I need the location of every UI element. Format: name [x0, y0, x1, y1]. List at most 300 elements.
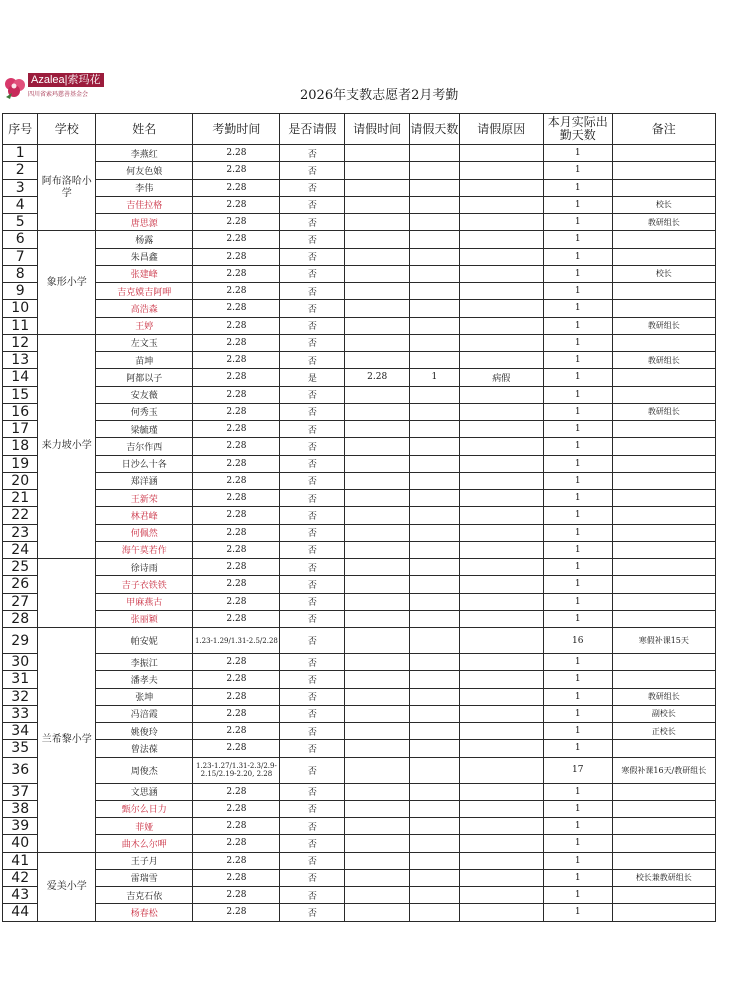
leave-time-cell: [345, 300, 410, 317]
teacher-name-cell: 何佩然: [96, 524, 193, 541]
on-leave-cell: 否: [280, 757, 345, 783]
row-number-cell: 20: [3, 472, 38, 489]
leave-time-cell: [345, 800, 410, 817]
table-row: [3, 904, 716, 921]
leave-reason-cell: [459, 421, 543, 438]
attendance-date-cell: 2.28: [193, 671, 280, 688]
teacher-name-cell: 吉子衣铁铁: [96, 576, 193, 593]
leave-reason-cell: [459, 887, 543, 904]
table-row: [3, 835, 716, 852]
table-row: [3, 576, 716, 593]
attendance-date-cell: 1.23-1.27/1.31-2.3/2.9-2.15/2.19-2.20, 2.28: [193, 757, 280, 783]
actual-days-cell: 1: [543, 490, 612, 507]
row-number-cell: 35: [3, 740, 38, 757]
table-row: [3, 783, 716, 800]
leave-reason-cell: 病假: [459, 369, 543, 386]
teacher-name-cell: 王新荣: [96, 490, 193, 507]
on-leave-cell: 否: [280, 386, 345, 403]
on-leave-cell: 否: [280, 723, 345, 740]
on-leave-cell: 否: [280, 421, 345, 438]
remarks-cell: [612, 179, 715, 196]
leave-reason-cell: [459, 386, 543, 403]
attendance-date-cell: 2.28: [193, 524, 280, 541]
leave-reason-cell: [459, 576, 543, 593]
actual-days-cell: 1: [543, 654, 612, 671]
leave-reason-cell: [459, 231, 543, 248]
table-row: [3, 818, 716, 835]
leave-reason-cell: [459, 559, 543, 576]
teacher-name-cell: 朱昌鑫: [96, 248, 193, 265]
attendance-date-cell: 2.28: [193, 593, 280, 610]
leave-reason-cell: [459, 490, 543, 507]
leave-reason-cell: [459, 800, 543, 817]
actual-days-cell: 1: [543, 671, 612, 688]
actual-days-cell: 1: [543, 421, 612, 438]
table-row: [3, 593, 716, 610]
row-number-cell: 10: [3, 300, 38, 317]
leave-reason-cell: [459, 783, 543, 800]
leave-reason-cell: [459, 818, 543, 835]
attendance-date-cell: 2.28: [193, 723, 280, 740]
actual-days-cell: 1: [543, 386, 612, 403]
on-leave-cell: 否: [280, 800, 345, 817]
teacher-name-cell: 安友薇: [96, 386, 193, 403]
row-number-cell: 2: [3, 162, 38, 179]
attendance-date-cell: 2.28: [193, 438, 280, 455]
table-row: [3, 196, 716, 213]
table-row: [3, 541, 716, 558]
leave-days-cell: [410, 818, 460, 835]
teacher-name-cell: 杨春松: [96, 904, 193, 921]
leave-reason-cell: [459, 852, 543, 869]
teacher-name-cell: 李燕红: [96, 145, 193, 162]
table-row: [3, 145, 716, 162]
remarks-cell: [612, 283, 715, 300]
on-leave-cell: 否: [280, 671, 345, 688]
actual-days-cell: 1: [543, 265, 612, 282]
on-leave-cell: 否: [280, 352, 345, 369]
actual-days-cell: 1: [543, 705, 612, 722]
school-cell: 兰希黎小学: [38, 628, 96, 853]
leave-days-cell: [410, 541, 460, 558]
on-leave-cell: 否: [280, 196, 345, 213]
table-row: [3, 403, 716, 420]
leave-days-cell: [410, 334, 460, 351]
leave-days-cell: [410, 214, 460, 231]
leave-time-cell: [345, 248, 410, 265]
row-number-cell: 26: [3, 576, 38, 593]
on-leave-cell: 是: [280, 369, 345, 386]
leave-reason-cell: [459, 524, 543, 541]
leave-time-cell: [345, 317, 410, 334]
row-number-cell: 43: [3, 887, 38, 904]
on-leave-cell: 否: [280, 490, 345, 507]
remarks-cell: [612, 369, 715, 386]
row-number-cell: 25: [3, 559, 38, 576]
actual-days-cell: 1: [543, 593, 612, 610]
remarks-cell: [612, 887, 715, 904]
teacher-name-cell: 徐诗雨: [96, 559, 193, 576]
on-leave-cell: 否: [280, 403, 345, 420]
attendance-date-cell: 2.28: [193, 576, 280, 593]
remarks-cell: 教研组长: [612, 317, 715, 334]
leave-days-cell: 1: [410, 369, 460, 386]
row-number-cell: 22: [3, 507, 38, 524]
teacher-name-cell: 菲娅: [96, 818, 193, 835]
leave-reason-cell: [459, 628, 543, 654]
on-leave-cell: 否: [280, 300, 345, 317]
attendance-date-cell: 2.28: [193, 231, 280, 248]
row-number-cell: 6: [3, 231, 38, 248]
leave-days-cell: [410, 248, 460, 265]
on-leave-cell: 否: [280, 887, 345, 904]
attendance-date-cell: 2.28: [193, 300, 280, 317]
leave-time-cell: [345, 740, 410, 757]
attendance-date-cell: 2.28: [193, 334, 280, 351]
on-leave-cell: 否: [280, 472, 345, 489]
remarks-cell: [612, 783, 715, 800]
leave-days-cell: [410, 231, 460, 248]
table-row: [3, 524, 716, 541]
leave-days-cell: [410, 317, 460, 334]
teacher-name-cell: 何友色娘: [96, 162, 193, 179]
leave-time-cell: [345, 559, 410, 576]
on-leave-cell: 否: [280, 248, 345, 265]
row-number-cell: 33: [3, 705, 38, 722]
attendance-date-cell: 2.28: [193, 783, 280, 800]
school-cell: 阿布洛哈小学: [38, 145, 96, 231]
on-leave-cell: 否: [280, 214, 345, 231]
table-row: [3, 231, 716, 248]
remarks-cell: [612, 654, 715, 671]
on-leave-cell: 否: [280, 852, 345, 869]
row-number-cell: 18: [3, 438, 38, 455]
actual-days-cell: 1: [543, 723, 612, 740]
actual-days-cell: 1: [543, 455, 612, 472]
leave-reason-cell: [459, 835, 543, 852]
teacher-name-cell: 潘孝夫: [96, 671, 193, 688]
row-number-cell: 34: [3, 723, 38, 740]
table-row: [3, 162, 716, 179]
leave-reason-cell: [459, 248, 543, 265]
table-row: [3, 705, 716, 722]
on-leave-cell: 否: [280, 179, 345, 196]
leave-days-cell: [410, 740, 460, 757]
school-cell: 爱美小学: [38, 852, 96, 921]
teacher-name-cell: 日沙么十各: [96, 455, 193, 472]
row-number-cell: 19: [3, 455, 38, 472]
actual-days-cell: 17: [543, 757, 612, 783]
table-row: [3, 472, 716, 489]
actual-days-cell: 1: [543, 559, 612, 576]
row-number-cell: 39: [3, 818, 38, 835]
row-number-cell: 12: [3, 334, 38, 351]
leave-days-cell: [410, 593, 460, 610]
actual-days-cell: 1: [543, 352, 612, 369]
leave-reason-cell: [459, 300, 543, 317]
row-number-cell: 24: [3, 541, 38, 558]
leave-time-cell: [345, 455, 410, 472]
remarks-cell: 寒假补课15天: [612, 628, 715, 654]
teacher-name-cell: 李振江: [96, 654, 193, 671]
leave-reason-cell: [459, 352, 543, 369]
actual-days-cell: 1: [543, 283, 612, 300]
leave-days-cell: [410, 671, 460, 688]
leave-reason-cell: [459, 671, 543, 688]
leave-time-cell: [345, 524, 410, 541]
leave-days-cell: [410, 723, 460, 740]
leave-reason-cell: [459, 265, 543, 282]
remarks-cell: [612, 852, 715, 869]
leave-days-cell: [410, 705, 460, 722]
remarks-cell: 教研组长: [612, 688, 715, 705]
teacher-name-cell: 王婷: [96, 317, 193, 334]
attendance-date-cell: 2.28: [193, 490, 280, 507]
table-row: [3, 628, 716, 654]
row-number-cell: 1: [3, 145, 38, 162]
leave-time-cell: [345, 265, 410, 282]
on-leave-cell: 否: [280, 265, 345, 282]
table-row: [3, 386, 716, 403]
leave-reason-cell: [459, 688, 543, 705]
leave-time-cell: [345, 231, 410, 248]
actual-days-cell: 1: [543, 904, 612, 921]
leave-reason-cell: [459, 593, 543, 610]
leave-time-cell: [345, 723, 410, 740]
attendance-date-cell: 2.28: [193, 403, 280, 420]
attendance-date-cell: 2.28: [193, 283, 280, 300]
row-number-cell: 27: [3, 593, 38, 610]
leave-time-cell: [345, 490, 410, 507]
table-row: [3, 688, 716, 705]
table-row: [3, 887, 716, 904]
leave-days-cell: [410, 179, 460, 196]
leave-time-cell: [345, 671, 410, 688]
remarks-cell: [612, 576, 715, 593]
leave-time-cell: [345, 145, 410, 162]
attendance-date-cell: 2.28: [193, 869, 280, 886]
actual-days-cell: 1: [543, 818, 612, 835]
leave-reason-cell: [459, 507, 543, 524]
column-header: 备注: [612, 114, 715, 145]
actual-days-cell: 1: [543, 869, 612, 886]
leave-days-cell: [410, 472, 460, 489]
actual-days-cell: 1: [543, 783, 612, 800]
actual-days-cell: 1: [543, 887, 612, 904]
leave-time-cell: [345, 904, 410, 921]
table-row: [3, 507, 716, 524]
row-number-cell: 32: [3, 688, 38, 705]
attendance-date-cell: 2.28: [193, 740, 280, 757]
remarks-cell: [612, 162, 715, 179]
teacher-name-cell: 帕安妮: [96, 628, 193, 654]
table-row: [3, 265, 716, 282]
leave-days-cell: [410, 852, 460, 869]
azalea-flower-icon: [2, 75, 28, 101]
leave-time-cell: 2.28: [345, 369, 410, 386]
leave-reason-cell: [459, 145, 543, 162]
remarks-cell: [612, 800, 715, 817]
leave-days-cell: [410, 524, 460, 541]
table-row: [3, 869, 716, 886]
on-leave-cell: 否: [280, 455, 345, 472]
actual-days-cell: 1: [543, 369, 612, 386]
leave-reason-cell: [459, 472, 543, 489]
row-number-cell: 11: [3, 317, 38, 334]
attendance-date-cell: 2.28: [193, 179, 280, 196]
table-row: [3, 421, 716, 438]
table-row: [3, 248, 716, 265]
leave-days-cell: [410, 688, 460, 705]
remarks-cell: [612, 145, 715, 162]
table-row: [3, 610, 716, 627]
table-row: [3, 559, 716, 576]
actual-days-cell: 1: [543, 576, 612, 593]
attendance-date-cell: 2.28: [193, 688, 280, 705]
actual-days-cell: 1: [543, 800, 612, 817]
leave-time-cell: [345, 688, 410, 705]
leave-time-cell: [345, 818, 410, 835]
leave-days-cell: [410, 904, 460, 921]
leave-reason-cell: [459, 869, 543, 886]
remarks-cell: [612, 541, 715, 558]
table-row: [3, 179, 716, 196]
actual-days-cell: 1: [543, 334, 612, 351]
actual-days-cell: 1: [543, 438, 612, 455]
teacher-name-cell: 雷瑞雪: [96, 869, 193, 886]
attendance-date-cell: 2.28: [193, 541, 280, 558]
actual-days-cell: 16: [543, 628, 612, 654]
on-leave-cell: 否: [280, 869, 345, 886]
column-header: 本月实际出勤天数: [543, 114, 612, 145]
leave-time-cell: [345, 386, 410, 403]
leave-time-cell: [345, 283, 410, 300]
leave-days-cell: [410, 403, 460, 420]
leave-days-cell: [410, 887, 460, 904]
leave-days-cell: [410, 265, 460, 282]
remarks-cell: [612, 593, 715, 610]
row-number-cell: 30: [3, 654, 38, 671]
row-number-cell: 23: [3, 524, 38, 541]
teacher-name-cell: 文思涵: [96, 783, 193, 800]
remarks-cell: [612, 300, 715, 317]
on-leave-cell: 否: [280, 438, 345, 455]
leave-time-cell: [345, 334, 410, 351]
attendance-date-cell: 2.28: [193, 145, 280, 162]
row-number-cell: 5: [3, 214, 38, 231]
on-leave-cell: 否: [280, 541, 345, 558]
remarks-cell: 正校长: [612, 723, 715, 740]
on-leave-cell: 否: [280, 688, 345, 705]
row-number-cell: 38: [3, 800, 38, 817]
remarks-cell: [612, 231, 715, 248]
teacher-name-cell: 甄尔么日力: [96, 800, 193, 817]
remarks-cell: [612, 818, 715, 835]
row-number-cell: 36: [3, 757, 38, 783]
row-number-cell: 21: [3, 490, 38, 507]
on-leave-cell: 否: [280, 593, 345, 610]
leave-days-cell: [410, 835, 460, 852]
leave-days-cell: [410, 386, 460, 403]
leave-time-cell: [345, 783, 410, 800]
table-row: [3, 800, 716, 817]
leave-reason-cell: [459, 654, 543, 671]
row-number-cell: 42: [3, 869, 38, 886]
leave-time-cell: [345, 438, 410, 455]
table-row: [3, 671, 716, 688]
leave-reason-cell: [459, 705, 543, 722]
remarks-cell: [612, 334, 715, 351]
actual-days-cell: 1: [543, 145, 612, 162]
actual-days-cell: 1: [543, 541, 612, 558]
attendance-date-cell: 2.28: [193, 421, 280, 438]
table-row: [3, 438, 716, 455]
row-number-cell: 13: [3, 352, 38, 369]
table-row: [3, 852, 716, 869]
attendance-date-cell: 2.28: [193, 800, 280, 817]
row-number-cell: 37: [3, 783, 38, 800]
leave-days-cell: [410, 507, 460, 524]
leave-time-cell: [345, 403, 410, 420]
column-header: 考勤时间: [193, 114, 280, 145]
table-row: [3, 283, 716, 300]
teacher-name-cell: 吉克嫫吉阿呷: [96, 283, 193, 300]
teacher-name-cell: 林君峰: [96, 507, 193, 524]
attendance-table: [2, 113, 716, 922]
teacher-name-cell: 梁毓瑾: [96, 421, 193, 438]
row-number-cell: 17: [3, 421, 38, 438]
on-leave-cell: 否: [280, 628, 345, 654]
teacher-name-cell: 张建峰: [96, 265, 193, 282]
table-row: [3, 369, 716, 386]
leave-time-cell: [345, 472, 410, 489]
school-cell: 来力坡小学: [38, 334, 96, 558]
on-leave-cell: 否: [280, 610, 345, 627]
attendance-date-cell: 2.28: [193, 610, 280, 627]
actual-days-cell: 1: [543, 688, 612, 705]
actual-days-cell: 1: [543, 610, 612, 627]
on-leave-cell: 否: [280, 783, 345, 800]
leave-reason-cell: [459, 904, 543, 921]
leave-time-cell: [345, 179, 410, 196]
teacher-name-cell: 冯涪霞: [96, 705, 193, 722]
row-number-cell: 9: [3, 283, 38, 300]
leave-reason-cell: [459, 610, 543, 627]
remarks-cell: [612, 835, 715, 852]
remarks-cell: [612, 524, 715, 541]
remarks-cell: 教研组长: [612, 214, 715, 231]
remarks-cell: [612, 904, 715, 921]
logo-subtitle: 四川省索玛慈善基金会: [28, 92, 89, 98]
actual-days-cell: 1: [543, 507, 612, 524]
attendance-date-cell: 2.28: [193, 369, 280, 386]
row-number-cell: 41: [3, 852, 38, 869]
on-leave-cell: 否: [280, 231, 345, 248]
column-header: 请假原因: [459, 114, 543, 145]
attendance-date-cell: 2.28: [193, 352, 280, 369]
table-row: [3, 654, 716, 671]
leave-days-cell: [410, 610, 460, 627]
leave-time-cell: [345, 654, 410, 671]
leave-days-cell: [410, 352, 460, 369]
leave-time-cell: [345, 610, 410, 627]
leave-time-cell: [345, 576, 410, 593]
leave-reason-cell: [459, 455, 543, 472]
attendance-date-cell: 2.28: [193, 455, 280, 472]
remarks-cell: [612, 455, 715, 472]
column-header: 学校: [38, 114, 96, 145]
remarks-cell: 校长: [612, 265, 715, 282]
